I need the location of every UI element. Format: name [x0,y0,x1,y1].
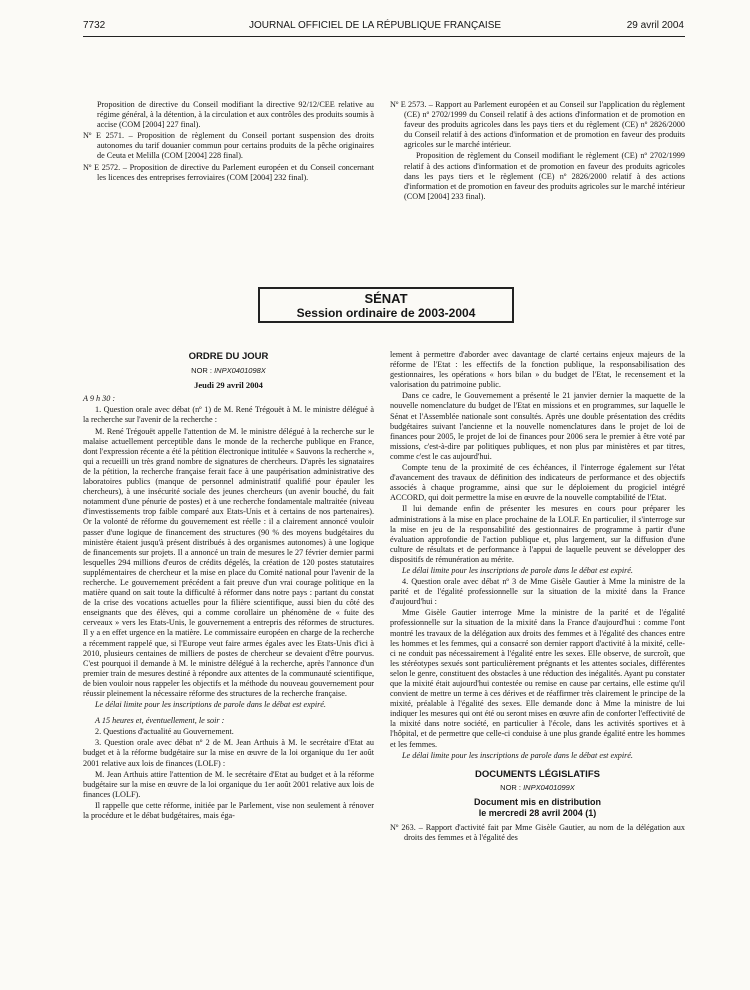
paragraph-r8: Le délai limite pour les inscriptions de parole dans le débat est expiré. [402,750,633,760]
right-column-body [390,350,685,761]
paragraph-r6: 4. Question orale avec débat nº 3 de Mme Gisèle Gautier à Mme la ministre de la parité et de l'égalité professionnelle sur la situation de la mixité dans la France d'aujourd'hui : [390,577,685,607]
ordre-date: Jeudi 29 avril 2004 [194,380,263,391]
paragraph-r3: Compte tenu de la proximité de ces échéances, il l'interroge également sur l'état d'avancement des travaux de définition des indicateurs de performance et des objectifs associés à chaque programme, ainsi que sur le déploiement du progiciel intégré ACCORD, qui doit permettre la mise en œuvre de la nouvelle comptabilité de l'Etat. [390,463,685,503]
paragraph-l8: M. Jean Arthuis attire l'attention de M. le secrétaire d'Etat au budget et à la réforme budgétaire sur la mise en œuvre de la loi organique du 1er août 2001 relative aux lois de finances (LOLF). [83,769,374,799]
paragraph-l2: 1. Question orale avec débat (nº 1) de M. René Trégouët à M. le ministre délégué à la recherche sur l'avenir de la recherche : [83,405,374,425]
paragraph-l9: Il rappelle que cette réforme, initiée par le Parlement, vise non seulement à rénover la procédure et le débat budgétaires, mais éga- [83,800,374,821]
distribution-line-2: le mercredi 28 avril 2004 (1) [478,807,597,818]
top-left-column [83,100,374,184]
paragraph-r4: Il lui demande enfin de présenter les mesures en cours pour préparer les administrations à la mise en place prochaine de la LOLF. En particulier, il s'interroge sur la mise en jeu de la responsabilité des gestionnaires de programme à partir d'une évaluation approfondie de l'action publique et, plus largement, sur la diffusion d'une culture de résultats et de performance à l'appui de laquelle peuvent se développer des dispositifs de rémunération au mérite. [390,504,685,564]
paragraph-r7: Mme Gisèle Gautier interroge Mme la ministre de la parité et de l'égalité professionnelle sur la situation de la mixité dans la France d'aujourd'hui : comme l'ont montré les travaux de la délégation aux droits des femmes et à l'égalité des chances entre les hommes et les femmes, qui a consacré son dernier rapport d'activité à la mixité, celle-ci ne conduit pas nécessairement à l'égalité entre les sexes. Elle observe, de surcroît, que les stéréotypes sexués sont particulièrement prégnants et les attentes sociales, différentes selon le genre, constituent des obstacles à une réduction des inégalités. Ayant pu constater que la mixité était aujourd'hui contestée ou remise en cause par certains, elle estime qu'il convient de mettre un terme à ces dérives et de réaffirmer très clairement le principe de la mixité, préalable à l'égalité des sexes. Elle demande donc à Mme la ministre de lui indiquer les mesures qui ont été ou seront mises en œuvre afin de conforter l'effectivité de la mixité dans notre société, en particulier à l'école, dans les activités sportives et à l'hôpital, et de permettre que celle-ci conduise à une plus grande égalité entre les hommes et les femmes. [390,608,685,749]
ordre-nor-code: INPX0401098X [214,366,266,376]
paragraph-r5: Le délai limite pour les inscriptions de parole dans le débat est expiré. [402,565,633,575]
paragraph-l6: 2. Questions d'actualité au Gouvernement. [95,727,234,737]
paragraph-r1: lement à permettre d'aborder avec davantage de clarté certains enjeux majeurs de la réforme de l'Etat : les effectifs de la fonction publique, la responsabilisation des gestionnaires, les opérations « hors bilan » du budget de l'Etat, le recensement et la valorisation du patrimoine public. [390,350,685,390]
document-item: Nº 263. – Rapport d'activité fait par Mme Gisèle Gautier, au nom de la délégation aux droits des femmes et à l'égalité des [390,822,685,843]
paragraph-p2: Nº E 2571. – Proposition de règlement du Conseil portant suspension des droits autonomes du tarif douanier commun pour certains produits de la pêche originaires de Ceuta et Melilla (COM [2004] 228 final). [83,131,374,161]
header-date: 29 avril 2004 [626,20,684,31]
page-number: 7732 [83,20,106,31]
paragraph-l3: M. René Trégouët appelle l'attention de M. le ministre délégué à la recherche sur le malaise actuellement perceptible dans le monde de la recherche publique en France, dont l'expression récente a été la pétition électronique intitulée « Sauvons la recherche », qui a recueilli un très grand nombre de signatures de chercheurs. D'après les signataires de la pétition, la recherche française ferait face à une paupérisation administrative des laboratoires publics (manque de personnel administratif qualifié pour épauler les chercheurs), à une insécurité sociale des jeunes chercheurs (un avenir bouché, du fait notamment d'une pénurie de postes) et à une recherche fondamentale maltraitée (niveau d'investissements trop faible comparé aux Etats-Unis et à certains de nos partenaires). Or la volonté de réforme du gouvernement est réelle : il a clairement annoncé vouloir passer d'une logique de financement des structures (90 % des moyens budgétaires du ministère étaient jusqu'à présent distribués à des organismes autonomes) à une logique de financements sur projets. Il a annoncé un train de mesures le 27 février dernier parmi lesquelles 294 millions d'euros de crédits dégelés, la création de 120 postes statutaires supplémentaires de chercheur et la mise en place du Comité national pour l'avenir de la recherche. Le gouvernement précédent a fait preuve d'un vrai courage politique en la matière quand on sait toute la difficulté à réformer dans notre pays : partant du constat de la crise des vocations actuelles pour la filière scientifique, aussi bien du côté des enseignants que des élèves, qui a comme corollaire un phénomène de « fuite des cerveaux » vers les Etats-Unis, le gouvernement a entrepris des réformes de structures. Il y a en effet urgence en la matière. Le commissaire européen en charge de la recherche a récemment rappelé que, si l'Europe veut faire armes égales avec les Etats-Unis d'ici à 2010, plusieurs centaines de milliers de postes de chercheur se devaient d'être pourvus. C'est pourquoi il demande à M. le ministre délégué à la recherche, après l'annonce d'un premier train de mesures destiné à répondre aux attentes de la communauté scientifique, de bien vouloir nous rappeler les objectifs et la méthode du nouveau gouvernement pour réussir pleinement la nécessaire réforme des structures de la recherche française. [83,426,374,698]
documents-nor [390,783,685,793]
paragraph-l4: Le délai limite pour les inscriptions de parole dans le débat est expiré. [95,700,326,710]
ordre-du-jour-heading: ORDRE DU JOUR [188,351,269,362]
session-subtitle: Session ordinaire de 2003-2004 [296,306,476,320]
session-box [258,287,514,323]
paragraph-p1: Proposition de directive du Conseil modifiant la directive 92/12/CEE relative au régime général, à la détention, à la circulation et aux contrôles des produits soumis à accise (COM [2004] 227 final). [97,100,374,130]
right-column [390,350,685,844]
documents-nor-code: INPX0401099X [523,782,575,792]
top-right-column [390,100,685,203]
journal-title: JOURNAL OFFICIEL DE LA RÉPUBLIQUE FRANÇAISE [248,20,502,31]
paragraph-r2: Dans ce cadre, le Gouvernement a présenté le 21 janvier dernier la maquette de la nouvelle nomenclature du budget de l'Etat en missions et en programmes, sur laquelle le Sénat et l'Assemblée nationale sont consultés. Après une double présentation des crédits budgétaires suivant l'ancienne et la nouvelle nomenclatures dans le projet de loi de finances pour 2005, le projet de loi de finances pour 2006 sera le premier à être voté par missions, c'est-à-dire par politiques publiques, et non plus par ministères et par titres, comme c'est le cas aujourd'hui. [390,391,685,461]
header-rule [83,36,685,37]
paragraph-p3: Nº E 2572. – Proposition de directive du Parlement européen et du Conseil concernant les licences des entreprises ferroviaires (COM [2004] 232 final). [83,162,374,182]
documents-nor-label: NOR : [500,782,524,792]
ordre-nor [83,366,374,376]
session-title: SÉNAT [364,291,408,306]
paragraph-l1: A 9 h 30 : [83,394,116,404]
left-column-body [83,394,374,821]
distribution-line-1: Document mis en distribution [473,796,601,807]
paragraph-l5: A 15 heures et, éventuellement, le soir : [95,716,225,726]
left-column [83,350,374,822]
paragraph-p5: Proposition de règlement du Conseil modifiant le règlement (CE) nº 2702/1999 relatif à des actions d'information et de promotion en faveur des produits agricoles dans les pays tiers et le règlement (CE) nº 2826/2000 relatif à des actions d'information et de promotion en faveur des produits agricoles sur le marché intérieur (COM [2004] 233 final). [404,151,685,201]
paragraph-l7: 3. Question orale avec débat nº 2 de M. Jean Arthuis à M. le secrétaire d'Etat au budget et à la réforme budgétaire sur la mise en œuvre de la loi organique du 1er août 2001 relative aux lois de finances (LOLF) : [83,738,374,768]
documents-heading: DOCUMENTS LÉGISLATIFS [475,768,600,780]
paragraph-p4: Nº E 2573. – Rapport au Parlement européen et au Conseil sur l'application du règlement (CE) nº 2702/1999 du Conseil relatif à des actions d'information et de promotion en faveur des produits agricoles dans les pays tiers et du règlement (CE) nº 2826/2000 du Conseil relatif à des actions d'information et de promotion en faveur des produits agricoles sur le marché intérieur. [390,100,685,150]
ordre-nor-label: NOR : [191,366,215,376]
